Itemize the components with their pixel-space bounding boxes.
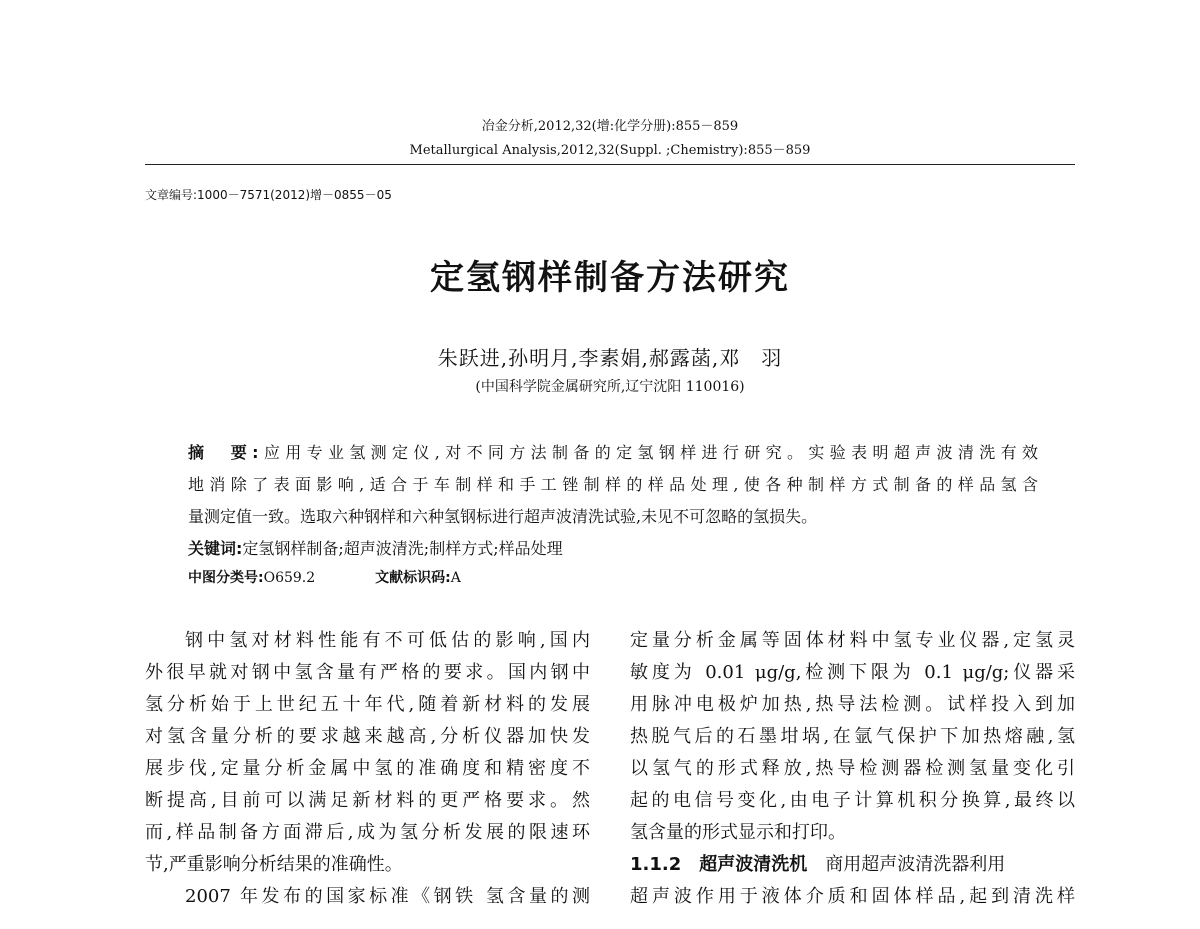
classification-line xyxy=(188,562,1038,594)
keywords-line xyxy=(188,533,1038,565)
article-number: 文章编号:1000－7571(2012)增－0855－05 xyxy=(145,188,392,202)
section-title: 超声波清洗机 xyxy=(699,854,808,875)
section-heading-line xyxy=(630,849,1075,881)
doc-code-value: A xyxy=(450,570,461,586)
body-line: 外很早就对钢中氢含量有严格的要求。国内钢中 xyxy=(145,662,590,683)
doc-code-label: 文献标识码: xyxy=(375,570,451,586)
body-line: 节,严重影响分析结果的准确性。 xyxy=(145,854,403,875)
body-line: 超声波作用于液体介质和固体样品,起到清洗样 xyxy=(630,886,1075,907)
body-line: 而,样品制备方面滞后,成为氢分析发展的限速环 xyxy=(145,822,590,843)
body-left-column xyxy=(145,625,590,913)
body-line: 2007 年发布的国家标准《钢铁 氢含量的测 xyxy=(185,886,590,907)
body-text: 商用超声波清洗器利用 xyxy=(825,854,1006,875)
abstract-label: 摘 要: xyxy=(188,443,259,462)
journal-header-cn: 冶金分析,2012,32(增:化学分册):855－859 xyxy=(481,119,739,134)
section-number: 1.1.2 xyxy=(630,854,682,875)
body-line: 展步伐,定量分析金属中氢的准确度和精密度不 xyxy=(145,758,590,779)
keywords-label: 关键词: xyxy=(188,539,243,558)
abstract-line: 量测定值一致。选取六种钢样和六种氢钢标进行超声波清洗试验,未见不可忽略的氢损失。 xyxy=(188,507,818,526)
paper-title: 定氢钢样制备方法研究 xyxy=(430,258,790,298)
body-line: 敏度为 0.01 μg/g,检测下限为 0.1 μg/g;仪器采 xyxy=(630,662,1075,683)
body-line: 对氢含量分析的要求越来越高,分析仪器加快发 xyxy=(145,726,590,747)
body-line: 起的电信号变化,由电子计算机积分换算,最终以 xyxy=(630,790,1075,811)
body-line: 氢含量的形式显示和打印。 xyxy=(630,822,846,843)
body-line: 用脉冲电极炉加热,热导法检测。试样投入到加 xyxy=(630,694,1075,715)
body-line: 热脱气后的石墨坩埚,在氩气保护下加热熔融,氢 xyxy=(630,726,1075,747)
body-right-column xyxy=(630,625,1075,913)
clc-value: O659.2 xyxy=(263,570,316,586)
header-rule xyxy=(145,164,1075,165)
affiliation: (中国科学院金属研究所,辽宁沈阳 110016) xyxy=(475,379,745,395)
body-line: 氢分析始于上世纪五十年代,随着新材料的发展 xyxy=(145,694,590,715)
body-line: 定量分析金属等固体材料中氢专业仪器,定氢灵 xyxy=(630,630,1075,651)
body-line: 断提高,目前可以满足新材料的更严格要求。然 xyxy=(145,790,590,811)
clc-label: 中图分类号: xyxy=(188,570,264,586)
keywords: 定氢钢样制备;超声波清洗;制样方式;样品处理 xyxy=(242,539,563,558)
abstract-line: 地消除了表面影响,适合于车制样和手工锉制样的样品处理,使各种制样方式制备的样品氢含 xyxy=(188,475,1038,494)
body-line: 以氢气的形式释放,热导检测器检测氢量变化引 xyxy=(630,758,1075,779)
abstract-line xyxy=(188,437,1038,469)
abstract-text: 应用专业氢测定仪,对不同方法制备的定氢钢样进行研究。实验表明超声波清洗有效 xyxy=(258,443,1038,462)
journal-header-en: Metallurgical Analysis,2012,32(Suppl. ;Chemistry):855－859 xyxy=(409,143,811,158)
body-line: 钢中氢对材料性能有不可低估的影响,国内 xyxy=(185,630,590,651)
authors: 朱跃进,孙明月,李素娟,郝露菡,邓 羽 xyxy=(437,346,783,370)
